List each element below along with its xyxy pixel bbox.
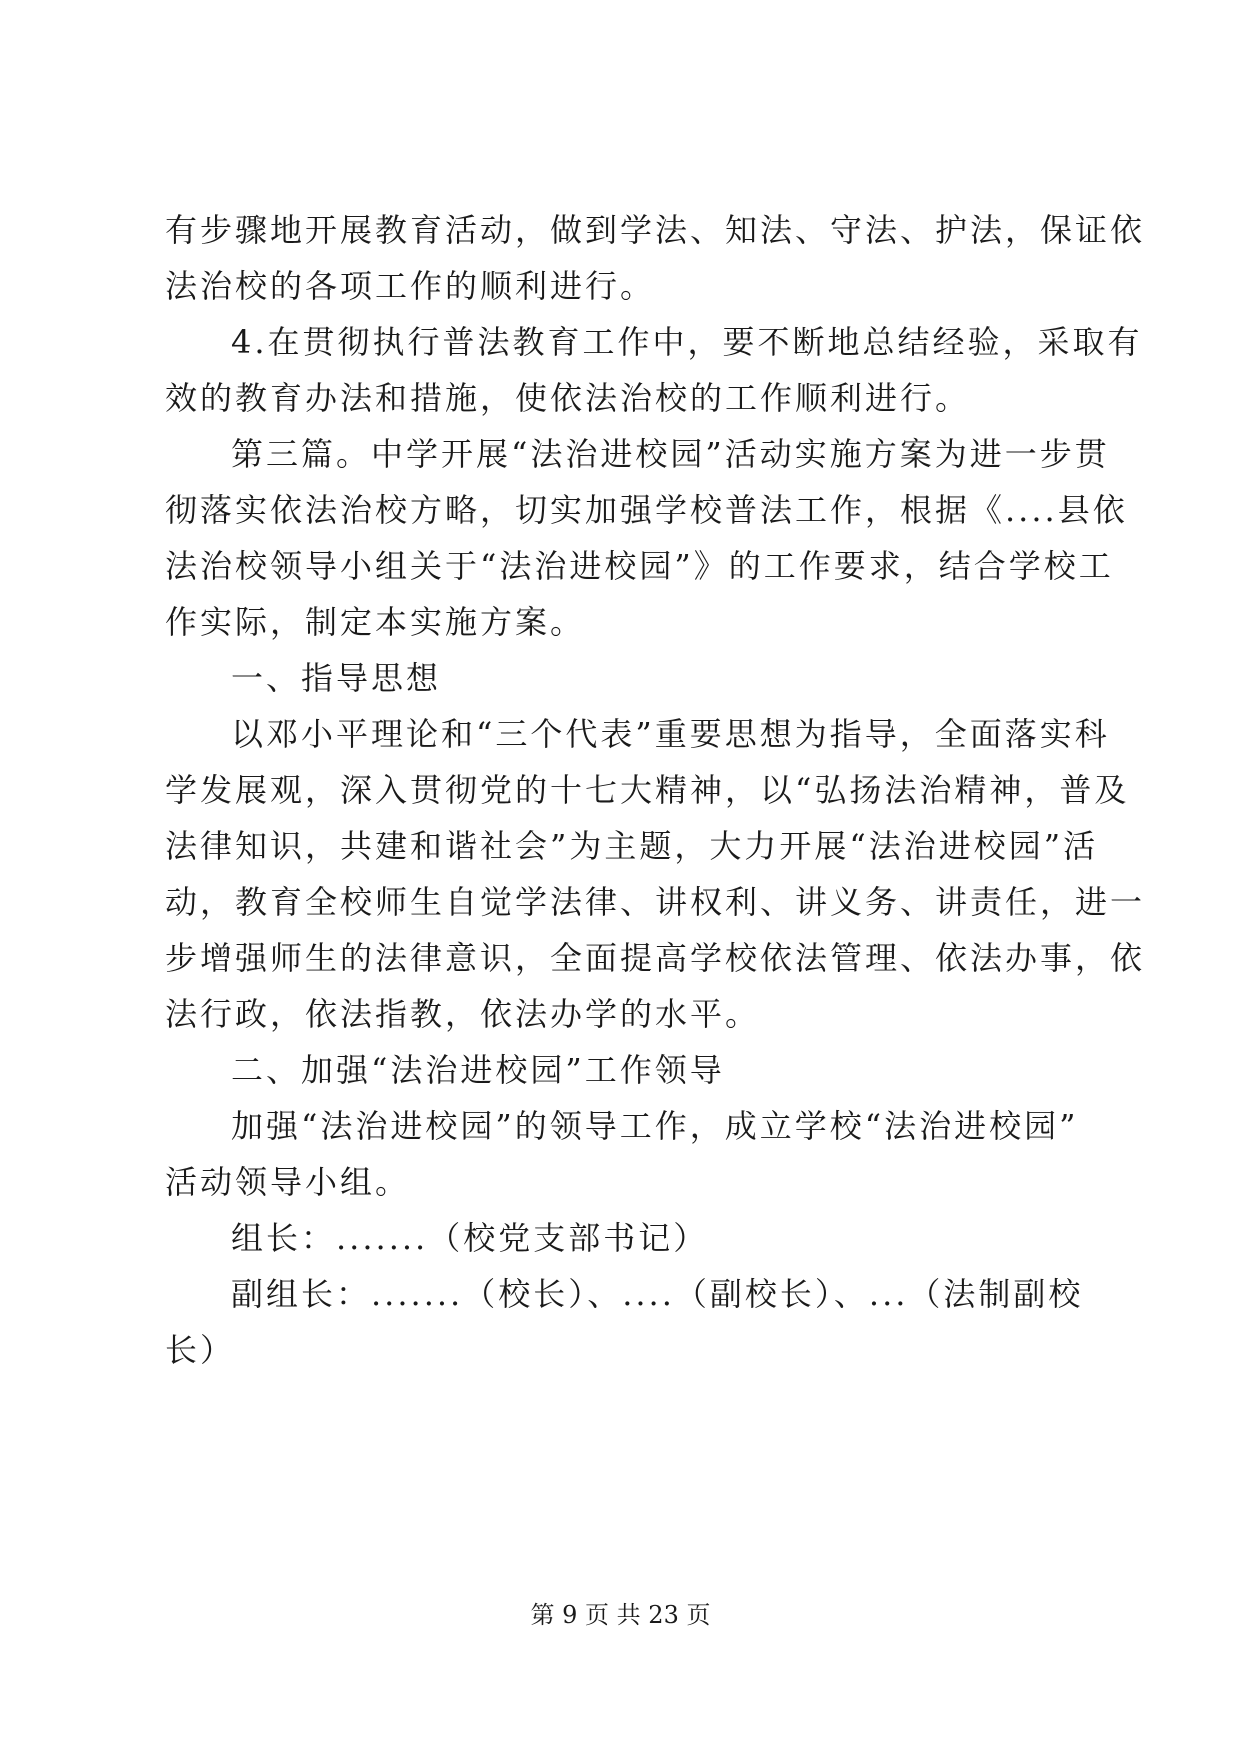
- text-line: 步增强师生的法律意识，全面提高学校依法管理、依法办事，依: [165, 939, 1146, 977]
- text-line: 作实际，制定本实施方案。: [165, 603, 586, 641]
- text-line: 动，教育全校师生自觉学法律、讲权利、讲义务、讲责任，进一: [165, 883, 1146, 921]
- text-line: 第三篇。中学开展“法治进校园”活动实施方案为进一步贯: [231, 435, 1110, 473]
- text-line: 加强“法治进校园”的领导工作，成立学校“法治进校园”: [231, 1107, 1079, 1145]
- text-line: 法律知识，共建和谐社会”为主题，大力开展“法治进校园”活: [165, 827, 1099, 865]
- text-line: 组长：.......（校党支部书记）: [231, 1219, 709, 1257]
- text-line: 4.在贯彻执行普法教育工作中，要不断地总结经验，采取有: [231, 323, 1143, 361]
- text-line: 以邓小平理论和“三个代表”重要思想为指导，全面落实科: [231, 715, 1110, 753]
- text-line: 法治校的各项工作的顺利进行。: [165, 267, 656, 305]
- text-line: 法治校领导小组关于“法治进校园”》的工作要求，结合学校工: [165, 547, 1114, 585]
- text-line: 活动领导小组。: [165, 1163, 411, 1201]
- text-line: 效的教育办法和措施，使依法治校的工作顺利进行。: [165, 379, 971, 417]
- text-line: 彻落实依法治校方略，切实加强学校普法工作，根据《....县依: [165, 491, 1128, 529]
- text-line: 副组长：.......（校长）、....（副校长）、...（法制副校: [231, 1275, 1084, 1313]
- text-line: 法行政，依法指教，依法办学的水平。: [165, 995, 761, 1033]
- text-line: 长）: [165, 1331, 236, 1369]
- text-line: 学发展观，深入贯彻党的十七大精神，以“弘扬法治精神，普及: [165, 771, 1130, 809]
- text-line: 有步骤地开展教育活动，做到学法、知法、守法、护法，保证依: [165, 211, 1146, 249]
- section-heading: 一、指导思想: [231, 659, 442, 697]
- section-heading: 二、加强“法治进校园”工作领导: [231, 1051, 725, 1089]
- page-footer: 第 9 页 共 23 页: [530, 1601, 711, 1629]
